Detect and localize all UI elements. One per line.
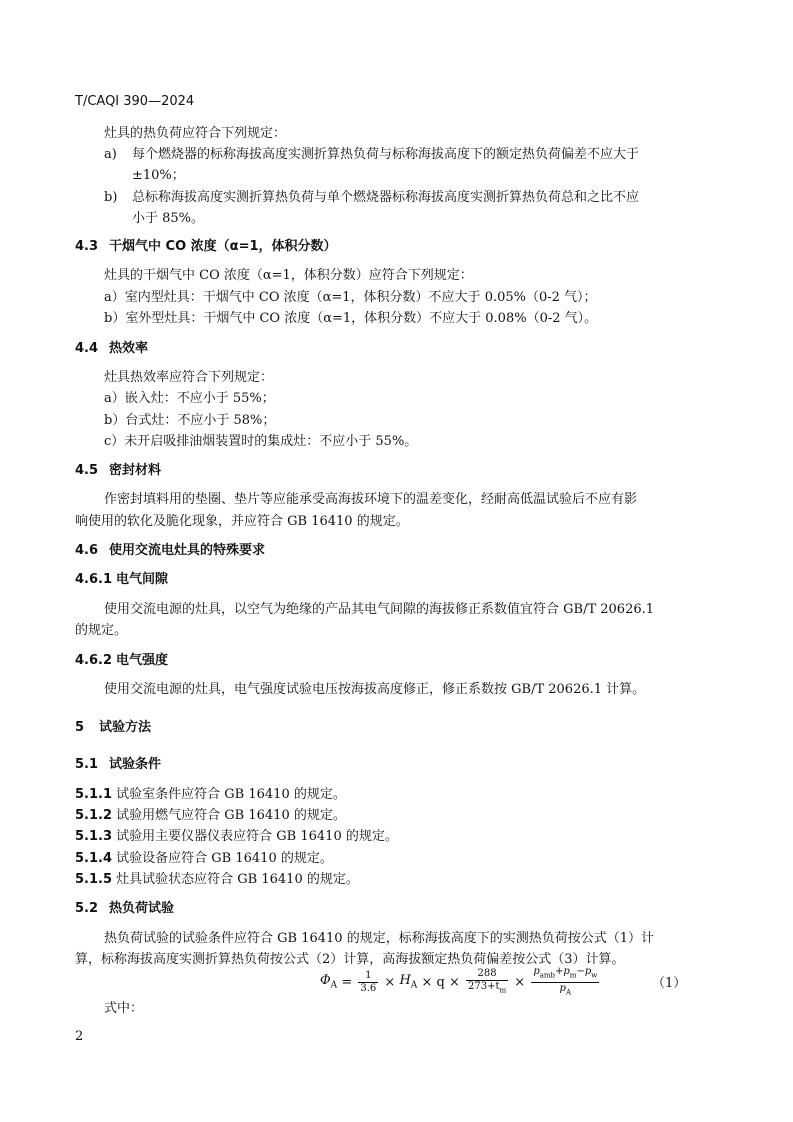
s461-paragraph: 使用交流电源的灶具，以空气为绝缘的产品其电气间隙的海拔修正系数值宜符合 GB/T 20626.1 (104, 602, 655, 617)
section-number: 5.1 (75, 757, 99, 772)
s42-item-b-text: 总标称海拔高度实测折算热负荷与单个燃烧器标称海拔高度实测折算热负荷总和之比不应 (132, 190, 640, 205)
section-title: 试验条件 (109, 757, 162, 772)
document-header: T/CAQI 390—2024 (75, 94, 195, 109)
section-number: 4.3 (75, 239, 99, 254)
s42-item-b-text-cont: 小于 85%。 (132, 211, 205, 226)
formula-gas-flow: q (436, 974, 445, 990)
chapter-number: 5 (75, 720, 85, 735)
s44-item-a: a）嵌入灶：不应小于 55%； (104, 391, 275, 406)
section-heading-5-1 (75, 756, 161, 774)
section-title: 密封材料 (109, 463, 162, 478)
s42-item-a-text-cont: ±10%； (132, 168, 185, 183)
formula-fraction-1: $\frac{1}{3.6}$ (360, 969, 377, 994)
formula-times: × (384, 974, 396, 990)
formula-times: × (421, 974, 433, 990)
section-number: 4.6.2 (75, 653, 113, 668)
section-heading-4-3 (75, 238, 337, 256)
s45-paragraph: 作密封填料用的垫圈、垫片等应能承受高海拔环境下的温差变化，经耐高低温试验后不应有影 (104, 492, 638, 507)
clause-5-1-2 (75, 807, 346, 825)
where-label: 式中： (104, 1001, 144, 1016)
formula-lhs: $\Phi_A$ (320, 973, 338, 991)
s44-intro: 灶具热效率应符合下列规定： (104, 370, 274, 385)
formula-1 (320, 966, 601, 998)
section-heading-4-5 (75, 462, 161, 480)
clause-text: 试验用燃气应符合 GB 16410 的规定。 (116, 808, 346, 823)
formula-heat-value: $H_A$ (399, 973, 418, 991)
chapter-title: 试验方法 (99, 720, 152, 735)
section-heading-4-6-1 (75, 571, 168, 589)
s461-paragraph-cont: 的规定。 (75, 623, 128, 638)
section-number: 5.2 (75, 901, 99, 916)
clause-text: 试验用主要仪器仪表应符合 GB 16410 的规定。 (116, 829, 398, 844)
s52-paragraph-cont: 算，标称海拔高度实测折算热负荷按公式（2）计算，高海拔额定热负荷偏差按公式（3）计算。 (75, 952, 625, 967)
formula-number: （1） (652, 976, 687, 991)
section-title: 电气强度 (116, 653, 169, 668)
page-number: 2 (75, 1029, 84, 1044)
section-number: 4.6.1 (75, 572, 113, 587)
s42-intro: 灶具的热负荷应符合下列规定： (104, 126, 287, 141)
section-title: 使用交流电灶具的特殊要求 (109, 543, 266, 558)
formula-fraction-3: $\frac{p_{amb}+p_m-p_w}{p_A}$ (533, 966, 598, 996)
clause-text: 灶具试验状态应符合 GB 16410 的规定。 (116, 872, 359, 887)
clause-text: 试验室条件应符合 GB 16410 的规定。 (116, 787, 346, 802)
clause-number: 5.1.3 (75, 829, 113, 844)
chapter-heading-5 (75, 719, 151, 737)
clause-number: 5.1.2 (75, 808, 113, 823)
section-title: 热效率 (109, 341, 149, 356)
s52-paragraph: 热负荷试验的试验条件应符合 GB 16410 的规定，标称海拔高度下的实测热负荷按公式（1）计 (104, 931, 654, 946)
section-number: 4.5 (75, 463, 99, 478)
section-number: 4.6 (75, 543, 99, 558)
s462-paragraph: 使用交流电源的灶具，电气强度试验电压按海拔高度修正，修正系数按 GB/T 20626.1 计算。 (104, 682, 646, 697)
s42-item-a-text: 每个燃烧器的标称海拔高度实测折算热负荷与标称海拔高度下的额定热负荷偏差不应大于 (132, 147, 640, 162)
s45-paragraph-cont: 响使用的软化及脆化现象，并应符合 GB 16410 的规定。 (75, 514, 409, 529)
section-title: 热负荷试验 (109, 901, 175, 916)
clause-number: 5.1.1 (75, 787, 113, 802)
formula-times: × (448, 974, 460, 990)
s42-item-a-label: a) (104, 147, 117, 162)
clause-5-1-4 (75, 850, 333, 868)
formula-fraction-2: $\frac{288}{273+t_m}$ (468, 967, 507, 995)
section-heading-4-6-2 (75, 652, 168, 670)
s43-intro: 灶具的干烟气中 CO 浓度（α=1，体积分数）应符合下列规定： (104, 268, 473, 283)
section-heading-4-6 (75, 542, 265, 560)
section-heading-5-2 (75, 900, 174, 918)
s44-item-c: c）未开启吸排油烟装置时的集成灶：不应小于 55%。 (104, 434, 418, 449)
formula-times: × (514, 974, 526, 990)
clause-number: 5.1.5 (75, 872, 113, 887)
s43-item-b: b）室外型灶具：干烟气中 CO 浓度（α=1，体积分数）不应大于 0.08%（0-2 气）。 (104, 311, 598, 326)
section-title: 电气间隙 (116, 572, 169, 587)
clause-5-1-5 (75, 871, 359, 889)
clause-5-1-3 (75, 828, 398, 846)
s44-item-b: b）台式灶：不应小于 58%； (104, 413, 276, 428)
clause-text: 试验设备应符合 GB 16410 的规定。 (116, 851, 333, 866)
clause-number: 5.1.4 (75, 851, 113, 866)
formula-equals: = (341, 974, 353, 990)
section-number: 4.4 (75, 341, 99, 356)
s43-item-a: a）室内型灶具：干烟气中 CO 浓度（α=1，体积分数）不应大于 0.05%（0-2 气）； (104, 290, 597, 305)
s42-item-b-label: b) (104, 190, 118, 205)
section-title: 干烟气中 CO 浓度（α=1，体积分数） (109, 239, 337, 254)
clause-5-1-1 (75, 786, 346, 804)
section-heading-4-4 (75, 340, 148, 358)
